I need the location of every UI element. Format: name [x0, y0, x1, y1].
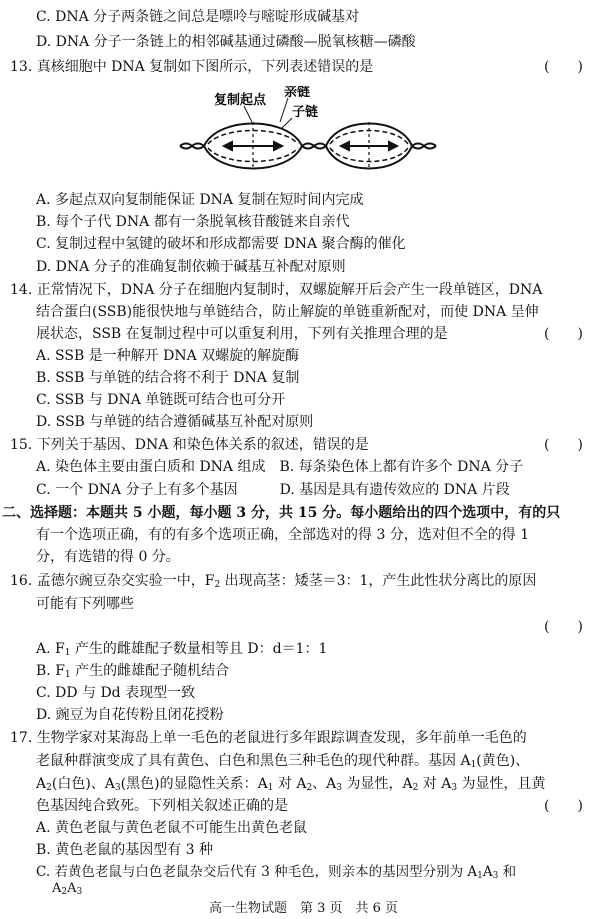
- q16-option-d: D. 豌豆为自花传粉且闭花授粉: [36, 707, 224, 723]
- q14-answer-paren: ( ): [544, 326, 583, 342]
- q14-option-d: D. SSB 与单链的结合遵循碱基互补配对原则: [36, 414, 314, 430]
- daughter-strand-leader: [282, 118, 292, 128]
- q13-option-a: A. 多起点双向复制能保证 DNA 复制在短时间内完成: [36, 192, 364, 208]
- q17-option-a: A. 黄色老鼠与黄色老鼠不可能生出黄色老鼠: [36, 820, 308, 836]
- q12-option-d: D. DNA 分子一条链上的相邻碱基通过磷酸—脱氧核糖—磷酸: [36, 34, 416, 50]
- label-daughter-strand: 子链: [292, 105, 319, 120]
- q17-stem-line-2: 老鼠种群演变成了具有黄色、白色和黑色三种毛色的现代种群。基因 $A_1$(黄色)、: [36, 753, 530, 770]
- q16-option-b: B. $F_1$ 产生的雌雄配子随机结合: [36, 663, 230, 680]
- q15-answer-paren: ( ): [544, 437, 583, 453]
- q17-option-c: C. 若黄色老鼠与白色老鼠杂交后代有 3 种毛色，则亲本的基因型分别为 $A_1A_3$ 和: [36, 864, 517, 881]
- q16-option-c: C. DD 与 Dd 表现型一致: [36, 685, 196, 701]
- q17-stem-line-1: 17. 生物学家对某海岛上单一毛色的老鼠进行多年跟踪调查发现，多年前单一毛色的: [10, 730, 527, 746]
- q17-stem-line-3: $A_2$(白色)、$A_3$(黑色)的显隐性关系：$A_1$ 对 $A_2$、$A_3$ 为显性，$A_2$ 对 $A_3$ 为显性，且黄: [36, 776, 546, 793]
- label-parent-strand: 亲链: [284, 86, 311, 100]
- q15-options-ab: A. 染色体主要由蛋白质和 DNA 组成 B. 每条染色体上都有许多个 DNA 分子: [36, 459, 524, 475]
- q14-stem-line-2: 结合蛋白(SSB)能很快地与单链结合，防止解旋的单链重新配对，而使 DNA 呈伸: [36, 304, 539, 320]
- q13-answer-paren: ( ): [544, 59, 583, 75]
- q16-stem-line-1: 16. 孟德尔豌豆杂交实验一中，$F_2$ 出现高茎：矮茎＝3：1，产生此性状分离比的原因: [10, 573, 537, 590]
- label-replication-origin: 复制起点: [214, 93, 267, 108]
- q14-option-b: B. SSB 与单链的结合将不利于 DNA 复制: [36, 370, 300, 386]
- dna-replication-diagram: [178, 86, 440, 186]
- origin-leader: [244, 106, 252, 122]
- q13-option-b: B. 每个子代 DNA 都有一条脱氧核苷酸链来自亲代: [36, 214, 350, 230]
- q16-answer-paren: ( ): [544, 619, 583, 635]
- q16-stem-line-2: 可能有下列哪些: [36, 596, 134, 612]
- q16-option-a: A. $F_1$ 产生的雌雄配子数量相等且 D：d＝1：1: [36, 641, 328, 658]
- q14-stem-line-1: 14. 正常情况下，DNA 分子在细胞内复制时，双螺旋解开后会产生一段单链区，DNA: [10, 282, 543, 298]
- q13-option-c: C. 复制过程中氢键的破坏和形成都需要 DNA 聚合酶的催化: [36, 236, 406, 252]
- q12-option-c: C. DNA 分子两条链之间总是嘌呤与嘧啶形成碱基对: [36, 9, 360, 25]
- page-footer: 高一生物试题 第 3 页 共 6 页: [208, 901, 399, 916]
- parent-strand-leader: [280, 98, 288, 122]
- q14-stem-line-3: 展状态，SSB 在复制过程中可以重复利用，下列有关推理合理的是: [36, 326, 448, 342]
- q14-option-a: A. SSB 是一种解开 DNA 双螺旋的解旋酶: [36, 348, 300, 364]
- q17-answer-paren: ( ): [544, 798, 583, 814]
- q17-stem-line-4: 色基因纯合致死。下列相关叙述正确的是: [36, 798, 288, 814]
- q13-option-d: D. DNA 分子的准确复制依赖于碱基互补配对原则: [36, 259, 346, 275]
- section-2-line-2: 有一个选项正确，有的有多个选项正确，全部选对的得 3 分，选对但不全的得 1: [36, 527, 530, 543]
- section-2-line-1: 二、选择题：本题共 5 小题，每小题 3 分，共 15 分。每小题给出的四个选项中，有的只: [2, 505, 561, 521]
- q15-stem: 15. 下列关于基因、DNA 和染色体关系的叙述，错误的是: [10, 437, 369, 453]
- q17-option-c-continued: $A_2A_3$: [52, 881, 83, 897]
- q17-option-b: B. 黄色老鼠的基因型有 3 种: [36, 842, 213, 858]
- q14-option-c: C. SSB 与 DNA 单链既可结合也可分开: [36, 392, 286, 408]
- section-2-line-3: 分，有选错的得 0 分。: [36, 549, 180, 565]
- q13-stem: 13. 真核细胞中 DNA 复制如下图所示，下列表述错误的是: [10, 59, 374, 75]
- q15-options-cd: C. 一个 DNA 分子上有多个基因 D. 基因是具有遗传效应的 DNA 片段: [36, 482, 510, 498]
